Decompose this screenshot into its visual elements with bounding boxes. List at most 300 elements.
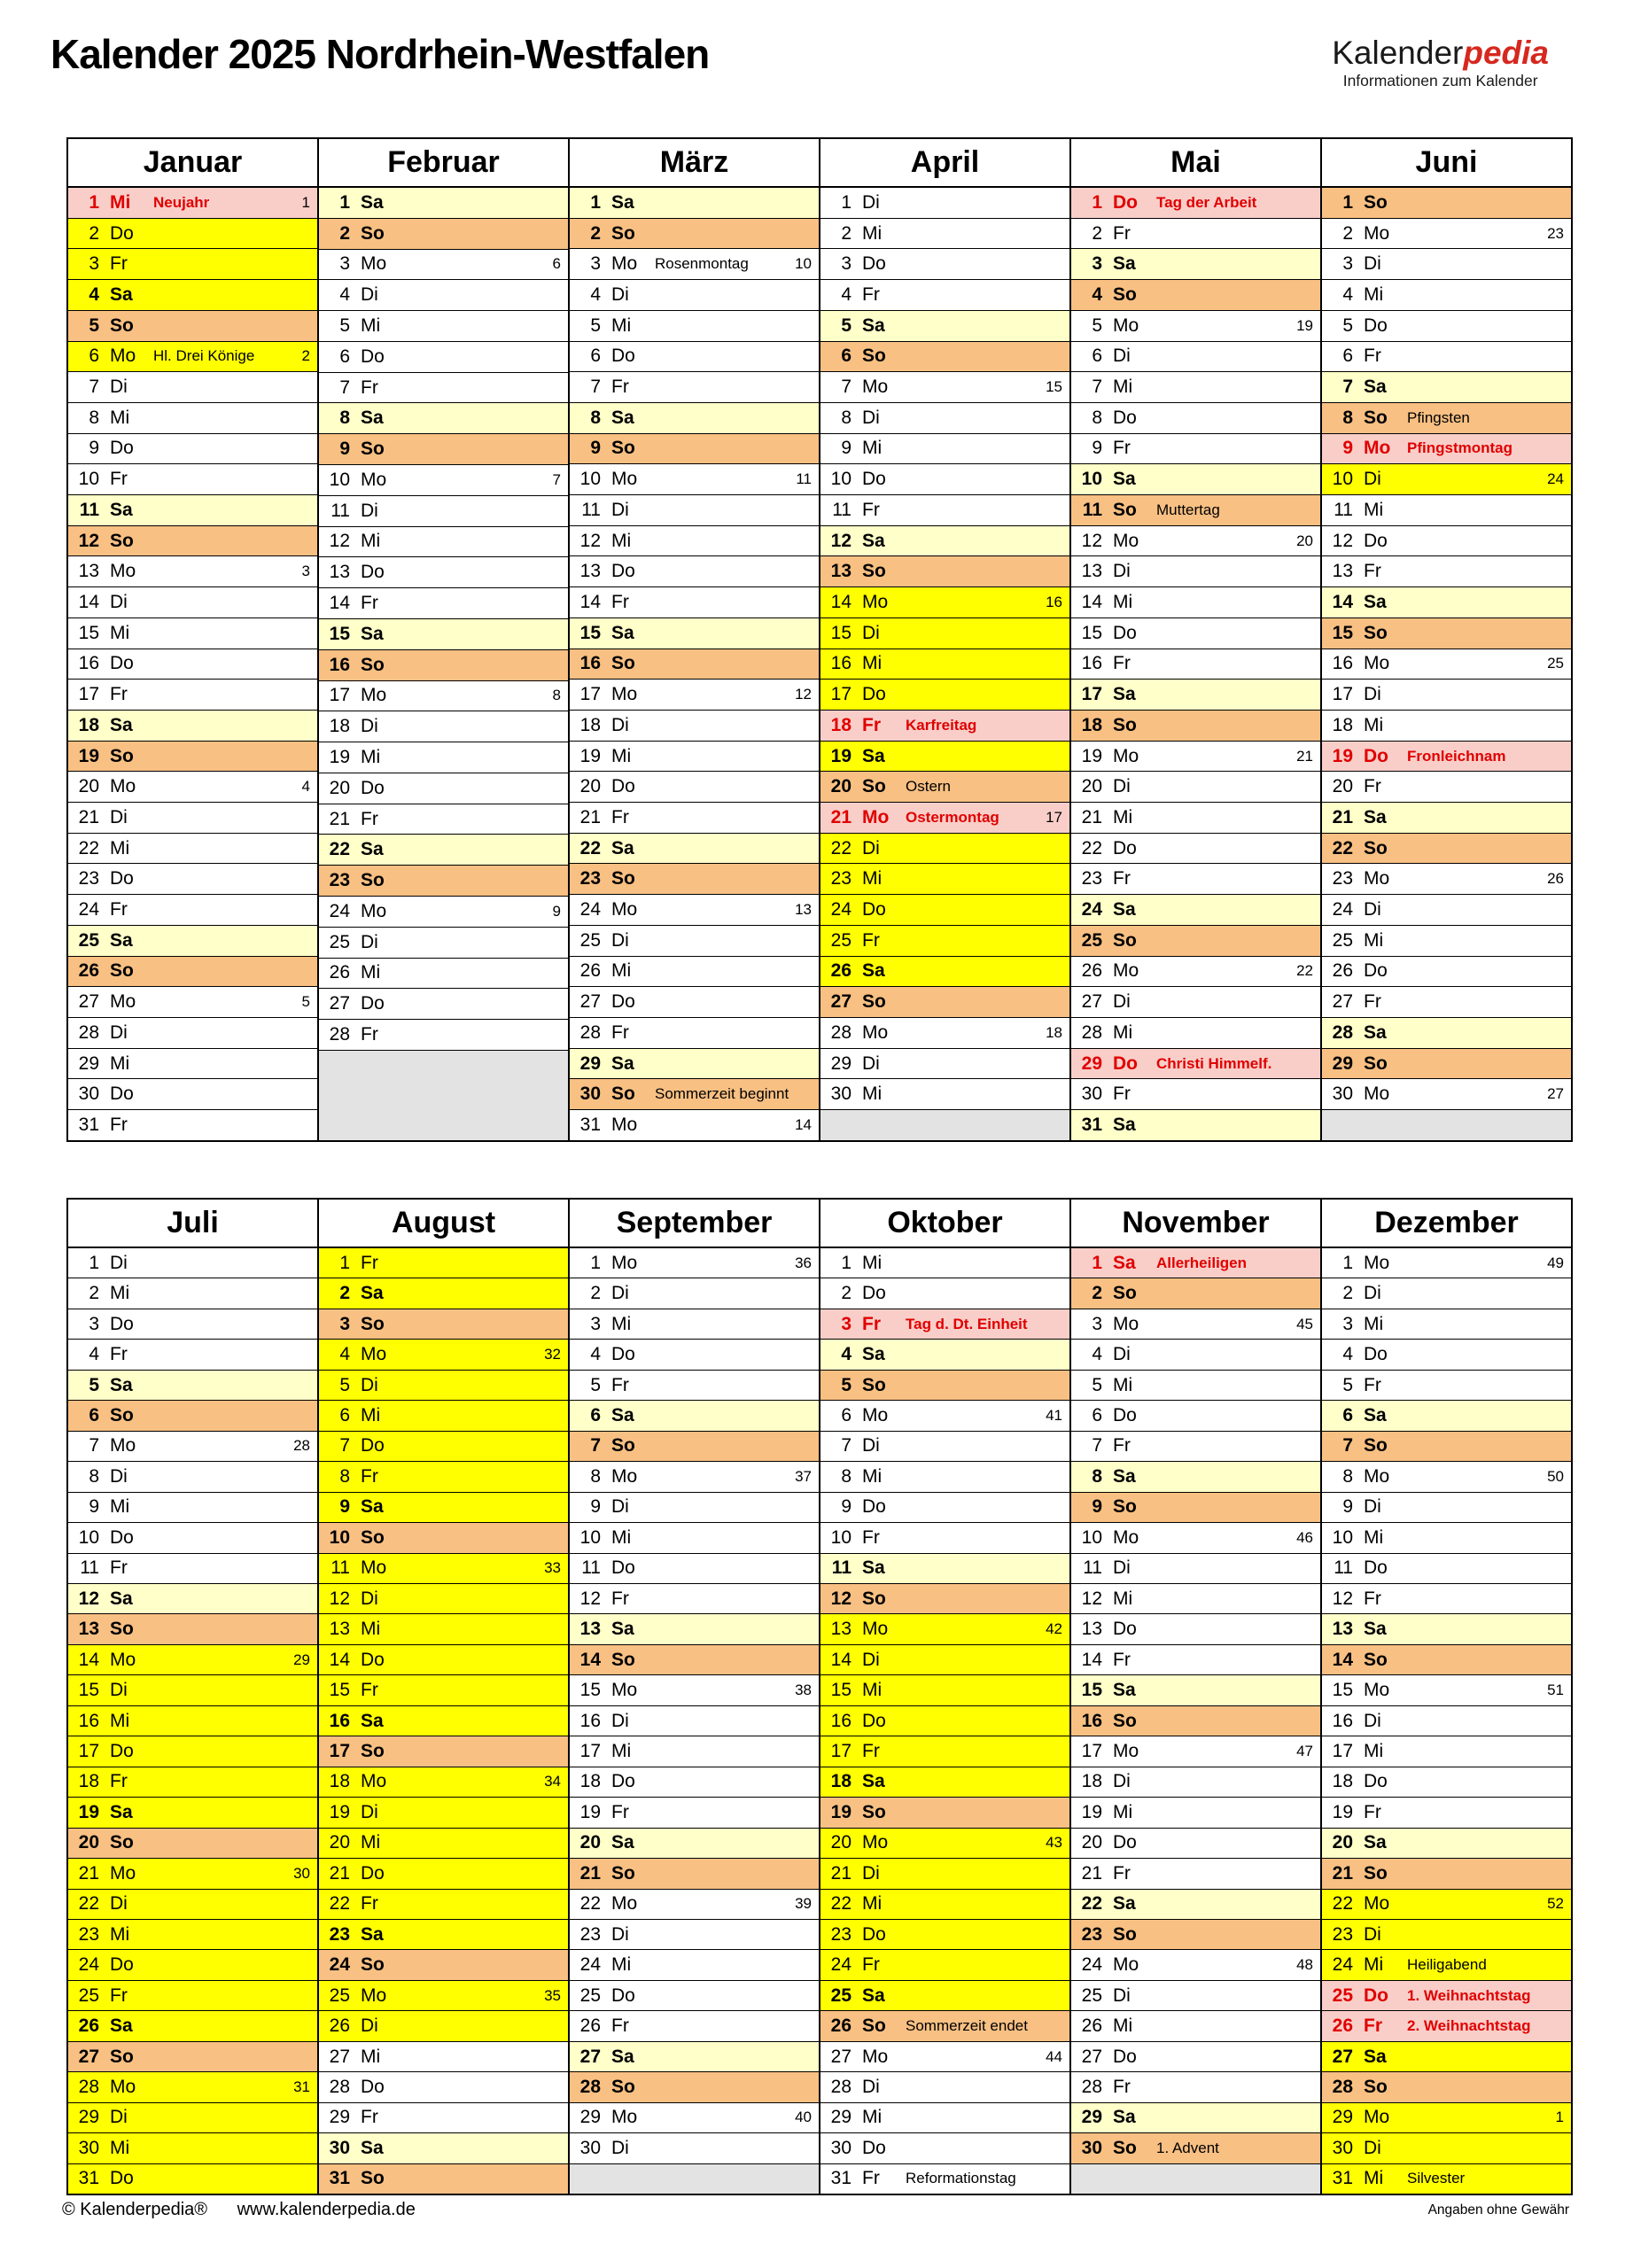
day-number: 19 [1332,745,1353,766]
weekday-abbr: Fr [361,1023,378,1045]
day-row [1322,1889,1571,1919]
month-column-juni [1320,139,1571,1140]
weekday-abbr: Sa [862,1557,885,1579]
weekday-abbr: Mo [611,1680,638,1701]
day-row [68,1674,317,1705]
day-number: 7 [841,377,851,398]
weekday-abbr: Mi [110,1052,130,1074]
week-number: 25 [1547,655,1564,672]
day-number: 28 [329,2076,350,2097]
day-row [319,341,568,372]
day-row [820,2010,1069,2040]
day-number: 30 [579,1084,601,1105]
day-number: 10 [830,1526,851,1548]
holiday-label: Karfreitag [906,716,977,734]
day-number: 28 [1332,2076,1353,2097]
day-number: 15 [1332,622,1353,643]
weekday-abbr: So [862,1374,886,1395]
day-number: 19 [579,745,601,766]
day-row [68,1461,317,1491]
day-number: 26 [329,962,350,983]
weekday-abbr: So [361,1313,385,1334]
day-number: 23 [1332,1923,1353,1945]
day-row [1322,433,1571,464]
day-number: 22 [830,1893,851,1915]
weekday-abbr: So [110,315,134,336]
day-row [1322,310,1571,341]
day-number: 29 [78,2107,99,2128]
day-row [68,1309,317,1339]
day-row [68,863,317,894]
day-row [1322,1370,1571,1400]
day-number: 1 [841,1252,851,1273]
week-number: 38 [795,1682,812,1699]
day-number: 31 [329,2168,350,2189]
day-row [570,1109,819,1140]
day-number: 27 [1332,991,1353,1013]
week-number: 19 [1296,316,1313,334]
weekday-abbr: Fr [1364,561,1381,582]
weekday-abbr: Mi [1364,499,1384,520]
weekday-abbr: Mi [862,868,883,889]
day-row [1322,1309,1571,1339]
week-number: 35 [544,1986,561,2004]
day-number: 20 [329,777,350,798]
month-days [570,188,819,1140]
day-row [1071,925,1320,956]
day-number: 23 [78,868,99,889]
day-number: 25 [1081,929,1102,951]
weekday-abbr: Do [110,1740,134,1761]
weekday-abbr: Fr [1113,438,1131,459]
day-row [319,1949,568,1979]
day-row [68,1248,317,1278]
day-row [1322,188,1571,218]
weekday-abbr: Sa [361,2137,384,2158]
weekday-abbr: Mi [1113,1374,1133,1395]
day-row [319,680,568,711]
day-number: 16 [830,653,851,674]
day-number: 14 [830,591,851,612]
weekday-abbr: Di [110,806,128,827]
footer-disclaimer: Angaben ohne Gewähr [1427,2202,1569,2218]
day-row [820,1767,1069,1797]
day-row [1071,710,1320,741]
weekday-abbr: Mo [1113,960,1139,982]
day-number: 7 [841,1435,851,1456]
day-row [570,371,819,402]
day-number: 6 [1092,1404,1102,1425]
week-number: 26 [1547,870,1564,888]
weekday-abbr: Sa [611,1052,634,1074]
day-number: 29 [830,2107,851,2128]
day-number: 13 [830,561,851,582]
month-column-april [819,139,1069,1140]
day-row [570,248,819,279]
day-row [319,896,568,927]
weekday-abbr: Mi [110,622,130,643]
empty-days-filler [1071,2163,1320,2194]
day-number: 26 [830,2016,851,2037]
day-row [1071,1461,1320,1491]
weekday-abbr: Di [110,1893,128,1915]
day-row [1071,1048,1320,1079]
day-number: 9 [1092,438,1102,459]
weekday-abbr: Fr [862,284,880,305]
day-row [68,1767,317,1797]
weekday-abbr: Sa [1113,1680,1136,1701]
day-number: 6 [841,346,851,367]
day-row [820,586,1069,617]
day-row [319,1858,568,1888]
day-number: 1 [590,191,601,213]
day-number: 4 [339,1344,350,1365]
day-row [820,1674,1069,1705]
day-row [1071,1248,1320,1278]
day-row [820,1919,1069,1949]
day-number: 4 [841,1344,851,1365]
weekday-abbr: Do [611,1771,635,1792]
week-number: 1 [1555,2109,1564,2126]
week-number: 32 [544,1346,561,1363]
day-row [820,1583,1069,1613]
weekday-abbr: Mi [862,1252,883,1273]
week-number: 49 [1547,1254,1564,1271]
day-row [68,310,317,341]
day-row [1071,1949,1320,1979]
week-number: 30 [293,1864,310,1882]
month-column-august [317,1200,568,2194]
day-row [570,925,819,956]
day-number: 9 [89,438,99,459]
day-row [570,1736,819,1766]
day-number: 22 [1081,1893,1102,1915]
day-row [68,833,317,864]
weekday-abbr: Sa [1113,2107,1136,2128]
week-number: 4 [301,778,310,796]
day-number: 14 [329,1649,350,1670]
weekday-abbr: Fr [1113,653,1131,674]
month-days [570,1248,819,2194]
week-number: 20 [1296,532,1313,549]
day-number: 3 [1342,1313,1353,1334]
day-number: 20 [579,1832,601,1853]
weekday-abbr: Fr [611,1374,629,1395]
day-row [1322,956,1571,987]
day-row [68,2041,317,2071]
day-number: 20 [329,1832,350,1853]
special-day-label: Muttertag [1156,501,1220,518]
day-row [570,1017,819,1048]
day-row [820,1644,1069,1674]
weekday-abbr: Mo [110,991,136,1013]
week-number: 7 [552,470,561,488]
weekday-abbr: Fr [862,2168,880,2189]
day-number: 2 [1342,222,1353,244]
week-number: 14 [795,1115,812,1133]
day-number: 19 [78,1801,99,1822]
day-number: 18 [329,716,350,737]
day-number: 15 [830,1680,851,1701]
day-row [319,1613,568,1643]
day-row [68,555,317,586]
day-row [1071,649,1320,680]
day-number: 11 [581,1557,601,1579]
weekday-abbr: So [110,530,134,551]
weekday-abbr: So [1113,1710,1137,1731]
day-number: 9 [841,438,851,459]
week-number: 50 [1547,1467,1564,1485]
day-number: 27 [78,991,99,1013]
day-row [68,463,317,494]
weekday-abbr: Mi [1113,2016,1133,2037]
weekday-abbr: Mo [1364,1252,1390,1273]
day-row [1322,863,1571,894]
day-number: 3 [89,1313,99,1334]
day-row [68,341,317,372]
day-number: 14 [1332,591,1353,612]
day-row [1071,986,1320,1017]
calendar-first-half-jan-jun [66,137,1573,1142]
day-number: 13 [1332,561,1353,582]
day-number: 20 [78,776,99,797]
day-row [319,188,568,218]
day-row [570,586,819,617]
weekday-abbr: Mo [862,377,889,398]
day-row [820,679,1069,710]
day-number: 4 [1342,1344,1353,1365]
weekday-abbr: Sa [361,623,384,644]
day-number: 6 [1342,346,1353,367]
day-number: 8 [590,1465,601,1487]
day-row [820,1048,1069,1079]
day-row [319,526,568,557]
weekday-abbr: Sa [611,1404,634,1425]
day-row [820,1017,1069,1048]
day-row [68,1949,317,1979]
weekday-abbr: So [1364,1052,1388,1074]
holiday-label: Ostermontag [906,808,999,826]
day-number: 5 [339,1374,350,1395]
weekday-abbr: Do [1364,745,1388,766]
weekday-abbr: Sa [1113,1893,1136,1915]
day-number: 15 [830,622,851,643]
weekday-abbr: Mo [1364,222,1390,244]
day-row [570,2071,819,2101]
weekday-abbr: Di [361,1801,378,1822]
weekday-abbr: Mo [361,1557,387,1579]
footer-copyright-text: © Kalenderpedia® [62,2200,208,2219]
weekday-abbr: Sa [611,2046,634,2067]
day-number: 5 [339,315,350,337]
day-number: 17 [1081,1740,1102,1761]
day-number: 28 [329,1023,350,1045]
day-number: 30 [78,2137,99,2158]
weekday-abbr: Sa [1364,377,1387,398]
weekday-abbr: Di [1364,469,1381,490]
day-number: 3 [841,253,851,275]
weekday-abbr: Mo [361,900,387,921]
day-row [319,1919,568,1949]
day-number: 25 [830,929,851,951]
day-row [1071,433,1320,464]
day-number: 10 [78,1526,99,1548]
special-day-label: Rosenmontag [655,255,749,273]
day-row [1071,894,1320,925]
day-number: 23 [329,870,350,891]
weekday-abbr: Do [862,253,886,275]
day-row [570,1339,819,1369]
day-number: 24 [579,899,601,920]
month-header-august: August [319,1200,568,1248]
day-number: 30 [1332,1084,1353,1105]
day-number: 14 [329,593,350,614]
day-row [319,927,568,958]
day-row [68,2010,317,2040]
day-number: 13 [579,1619,601,1640]
weekday-abbr: Do [1113,2046,1137,2067]
day-number: 12 [1332,1588,1353,1609]
weekday-abbr: Sa [611,191,634,213]
weekday-abbr: Mo [862,1404,889,1425]
day-row [319,1767,568,1797]
day-number: 25 [78,929,99,951]
day-row [319,1492,568,1522]
day-row [820,741,1069,772]
weekday-abbr: Di [110,377,128,398]
day-row [68,248,317,279]
day-row [1322,710,1571,741]
weekday-abbr: So [862,991,886,1013]
weekday-abbr: Do [1364,1344,1388,1365]
weekday-abbr: Di [611,1923,629,1945]
week-number: 36 [795,1254,812,1271]
day-row [319,649,568,680]
footer-url[interactable]: www.kalenderpedia.de [237,2200,416,2219]
day-row [1071,1858,1320,1888]
day-row [68,1705,317,1736]
day-row [570,1522,819,1552]
day-row [570,1492,819,1522]
day-number: 21 [579,1862,601,1884]
day-row [570,2102,819,2132]
day-number: 11 [1334,1557,1353,1579]
day-row [1071,1400,1320,1430]
week-number: 42 [1046,1620,1062,1638]
day-row [820,1339,1069,1369]
day-number: 15 [1081,622,1102,643]
holiday-label: Pfingstmontag [1407,439,1512,457]
weekday-abbr: Sa [611,622,634,643]
day-row [1071,1309,1320,1339]
weekday-abbr: Di [361,500,378,521]
day-row [319,1797,568,1827]
day-row [68,1858,317,1888]
day-number: 5 [1342,315,1353,336]
week-number: 34 [544,1773,561,1790]
weekday-abbr: Sa [361,1923,384,1945]
day-number: 20 [78,1832,99,1853]
day-number: 25 [1081,1984,1102,2006]
weekday-abbr: Do [110,868,134,889]
weekday-abbr: Fr [611,1021,629,1043]
day-number: 20 [1332,1832,1353,1853]
month-column-november [1069,1200,1320,2194]
day-number: 9 [590,438,601,459]
weekday-abbr: Do [110,2168,134,2189]
day-row [1322,649,1571,680]
weekday-abbr: So [361,654,385,675]
day-number: 2 [89,222,99,244]
weekday-abbr: So [611,1084,635,1105]
weekday-abbr: Mo [1364,1680,1390,1701]
day-row [319,556,568,587]
day-number: 5 [1092,315,1102,336]
month-days [1322,1248,1571,2194]
day-number: 8 [841,407,851,428]
day-number: 17 [78,1740,99,1761]
day-number: 3 [590,253,601,275]
day-row [319,1339,568,1369]
day-row [319,773,568,804]
day-number: 23 [579,1923,601,1945]
weekday-abbr: Sa [1364,591,1387,612]
day-number: 21 [1081,1862,1102,1884]
weekday-abbr: So [110,960,134,982]
day-row [1322,525,1571,556]
day-number: 13 [1332,1619,1353,1640]
weekday-abbr: Mo [1113,1313,1139,1334]
weekday-abbr: So [611,868,635,889]
month-days [820,188,1069,1140]
day-row [820,863,1069,894]
day-number: 20 [579,776,601,797]
weekday-abbr: Sa [862,530,885,551]
month-column-februar [317,139,568,1140]
weekday-abbr: Mo [611,1252,638,1273]
day-row [820,1278,1069,1308]
day-number: 3 [1342,253,1353,275]
weekday-abbr: So [1113,499,1137,520]
day-number: 19 [1081,745,1102,766]
weekday-abbr: Mo [862,1619,889,1640]
month-days [68,188,317,1140]
weekday-abbr: Sa [110,1374,133,1395]
weekday-abbr: So [1113,929,1137,951]
month-header-januar: Januar [68,139,317,188]
day-number: 6 [89,346,99,367]
day-number: 19 [830,745,851,766]
day-number: 3 [1092,253,1102,275]
weekday-abbr: Mi [611,1740,632,1761]
day-row [319,433,568,464]
day-number: 1 [1092,191,1102,213]
weekday-abbr: Mo [110,561,136,582]
day-row [68,2071,317,2101]
day-number: 10 [579,1526,601,1548]
day-row [319,2132,568,2163]
weekday-abbr: Fr [1113,222,1131,244]
day-row [820,649,1069,680]
day-number: 14 [1081,1649,1102,1670]
day-row [319,1248,568,1278]
day-number: 4 [89,284,99,305]
day-row [319,1553,568,1583]
day-number: 26 [1081,2016,1102,2037]
weekday-abbr: Do [1364,530,1388,551]
day-row [570,463,819,494]
day-number: 29 [579,1052,601,1074]
